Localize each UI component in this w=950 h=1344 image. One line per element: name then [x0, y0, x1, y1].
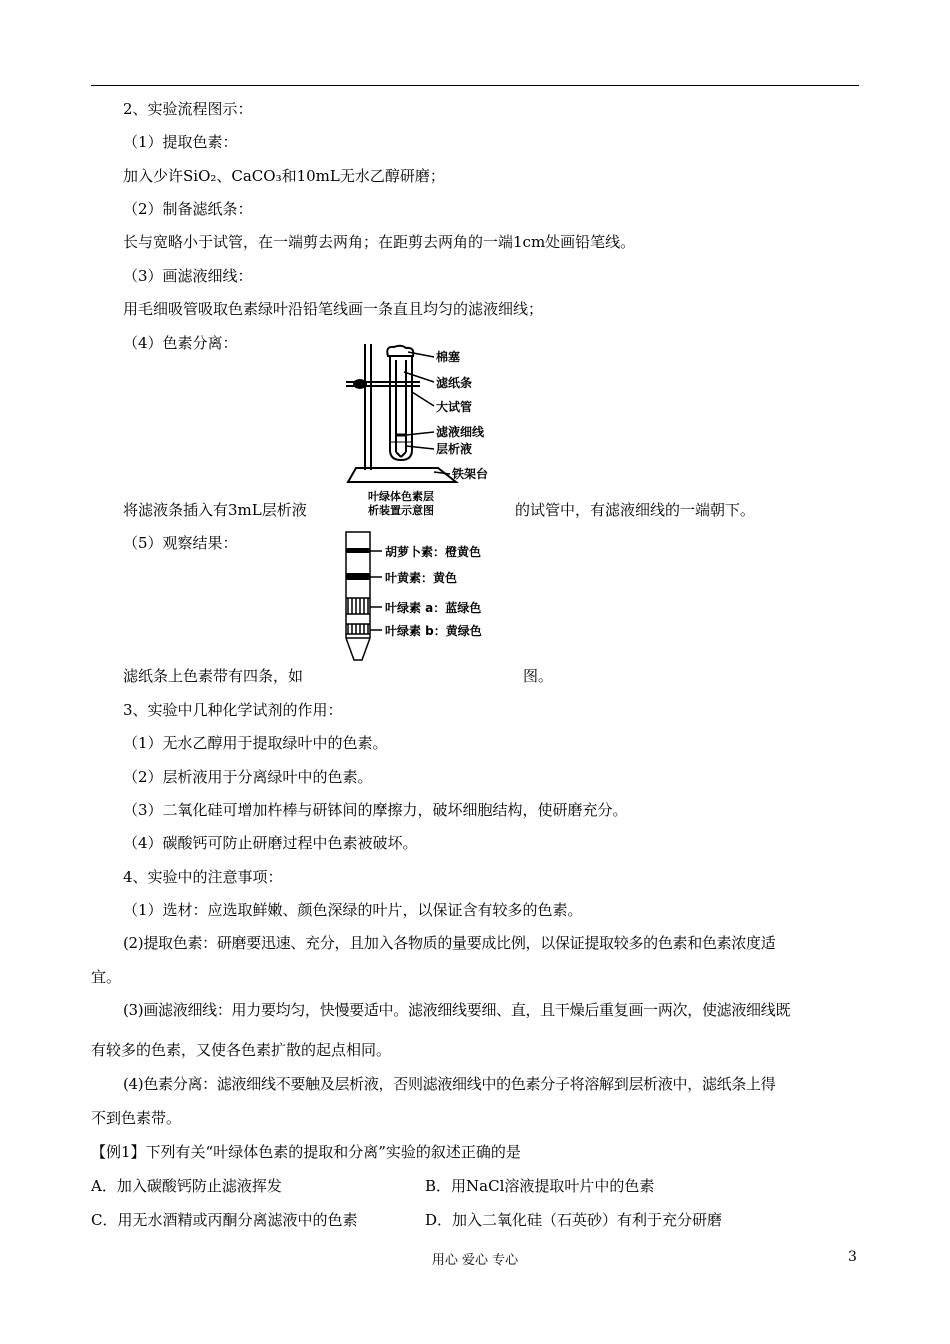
- step-4-heading: （4）色素分离：: [123, 334, 238, 352]
- chromatography-apparatus-figure: [338, 342, 510, 520]
- chlorophyll-b-label: 叶绿素 b：黄绿色: [385, 624, 482, 638]
- step-5-text-a: 滤纸条上色素带有四条，如: [123, 667, 304, 685]
- solvent-label: 层析液: [436, 442, 473, 456]
- step-2-text: 长与宽略小于试管，在一端剪去两角；在距剪去两角的一端1cm处画铅笔线。: [123, 233, 636, 251]
- section-3-heading: 3、实验中几种化学试剂的作用：: [123, 701, 343, 719]
- note-4-line2: 不到色素带。: [91, 1109, 182, 1127]
- figure1-caption-line1: 叶绿体色素层: [368, 490, 434, 503]
- chlorophyll-a-label: 叶绿素 a：蓝绿色: [385, 601, 482, 615]
- step-2-heading: （2）制备滤纸条：: [123, 200, 253, 218]
- step-1-heading: （1）提取色素：: [123, 133, 238, 151]
- step-3-text: 用毛细吸管吸取色素绿叶沿铅笔线画一条直且均匀的滤液细线；: [123, 300, 544, 318]
- note-3-line2: 有较多的色素，又使各色素扩散的起点相同。: [91, 1041, 392, 1059]
- step-4-text-a: 将滤液条插入有3mL层析液: [123, 501, 307, 519]
- note-2-line2: 宜。: [91, 968, 122, 986]
- note-3-line1: (3)画滤液细线：用力要均匀，快慢要适中。滤液细线要细、直，且干燥后重复画一两次，使滤液细线既: [123, 1001, 791, 1019]
- section-4-heading: 4、实验中的注意事项：: [123, 868, 283, 886]
- filter-strip-label: 滤纸条: [436, 376, 473, 390]
- reagent-4: （4）碳酸钙可防止研磨过程中色素被破坏。: [123, 834, 418, 852]
- reagent-3: （3）二氧化硅可增加杵棒与研钵间的摩擦力，破坏细胞结构，使研磨充分。: [123, 801, 628, 819]
- note-2-line1: (2)提取色素：研磨要迅速、充分，且加入各物质的量要成比例，以保证提取较多的色素和色素浓度适: [123, 934, 776, 952]
- option-b: B．用NaCl溶液提取叶片中的色素: [425, 1177, 655, 1195]
- cotton-plug-label: 棉塞: [436, 350, 461, 364]
- test-tube-label: 大试管: [436, 400, 473, 414]
- option-d: D．加入二氧化硅（石英砂）有利于充分研磨: [425, 1211, 723, 1229]
- sample-line-label: 滤液细线: [436, 425, 485, 439]
- option-a: A．加入碳酸钙防止滤液挥发: [91, 1177, 282, 1195]
- step-3-heading: （3）画滤液细线：: [123, 267, 253, 285]
- xanthophyll-label: 叶黄素：黄色: [385, 571, 458, 585]
- pigment-bands-figure: [340, 530, 512, 665]
- reagent-2: （2）层析液用于分离绿叶中的色素。: [123, 768, 373, 786]
- header-rule: [91, 85, 859, 86]
- page-number: 3: [848, 1249, 857, 1265]
- step-5-text-b: 图。: [523, 667, 554, 685]
- page-footer: 用心 爱心 专心: [431, 1253, 519, 1268]
- option-c: C．用无水酒精或丙酮分离滤液中的色素: [91, 1211, 358, 1229]
- reagent-1: （1）无水乙醇用于提取绿叶中的色素。: [123, 734, 388, 752]
- example-1-question: 【例1】下列有关“叶绿体色素的提取和分离”实验的叙述正确的是: [91, 1143, 521, 1161]
- section-2-heading: 2、实验流程图示：: [123, 100, 253, 118]
- note-4-line1: (4)色素分离：滤液细线不要触及层析液，否则滤液细线中的色素分子将溶解到层析液中，滤纸条上得: [123, 1075, 776, 1093]
- step-5-heading: （5）观察结果：: [123, 534, 238, 552]
- iron-stand-label: 铁架台: [452, 467, 489, 481]
- note-1: （1）选材：应选取鲜嫩、颜色深绿的叶片，以保证含有较多的色素。: [123, 901, 583, 919]
- step-1-text: 加入少许SiO₂、CaCO₃和10mL无水乙醇研磨；: [123, 167, 445, 185]
- carotene-label: 胡萝卜素：橙黄色: [385, 545, 482, 559]
- step-4-text-b: 的试管中，有滤液细线的一端朝下。: [515, 501, 756, 519]
- figure1-caption-line2: 析装置示意图: [368, 504, 434, 517]
